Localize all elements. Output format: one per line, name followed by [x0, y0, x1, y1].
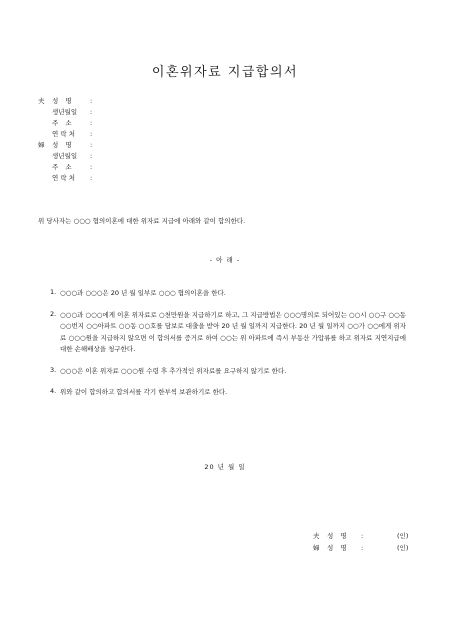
item-number: 2. — [50, 309, 57, 318]
signature-block — [313, 530, 417, 554]
item-text: ○○○과 ○○○은 20 년 월 일부로 ○○○ 협의이혼을 한다. — [60, 289, 226, 297]
signature-role: 婦 — [313, 544, 320, 552]
party-role: 夫 — [38, 97, 45, 105]
intro-statement: 위 당사자는 ○○○ 협의이혼에 대한 위자료 지급에 아래와 같이 합의한다. — [38, 217, 246, 225]
party-role: 婦 — [38, 141, 45, 149]
item-number: 1. — [50, 288, 57, 296]
party-row — [38, 140, 96, 151]
party-field-label: 성 명 — [52, 97, 75, 105]
field-colon: : — [90, 108, 93, 116]
party-role — [38, 118, 52, 129]
field-colon: : — [90, 97, 93, 105]
party-role — [38, 151, 52, 162]
agreement-item — [50, 387, 406, 399]
agreement-item — [50, 310, 406, 356]
item-number: 4. — [50, 387, 57, 395]
seal-mark: (인) — [397, 532, 409, 540]
party-field-label: 주 소 — [52, 119, 75, 127]
agreement-item — [50, 288, 406, 300]
party-field-label: 주 소 — [52, 163, 75, 171]
field-colon: : — [90, 174, 93, 182]
field-colon: : — [90, 152, 93, 160]
document-title: 이혼위자료 지급합의서 — [151, 65, 299, 80]
field-colon: : — [361, 544, 364, 552]
signature-row — [313, 530, 417, 542]
party-field-label: 생년월일 — [52, 108, 78, 116]
field-colon: : — [90, 130, 93, 138]
agreement-item — [50, 366, 406, 378]
party-role — [38, 129, 52, 140]
party-field-label: 생년월일 — [52, 152, 78, 160]
party-row — [38, 118, 96, 129]
party-info-block — [38, 96, 96, 184]
party-row — [38, 151, 96, 162]
party-row — [38, 129, 96, 140]
item-text: 위와 같이 합의하고 합의서를 각기 한부씩 보관하기로 한다. — [60, 388, 228, 396]
signature-label: 성 명 — [327, 532, 350, 540]
field-colon: : — [361, 532, 364, 540]
party-row — [38, 96, 96, 107]
item-text: ○○○은 이혼 위자료 ○○○원 수령 후 추가적인 위자료를 요구하지 않기로 한다. — [60, 366, 287, 375]
field-colon: : — [90, 141, 93, 149]
signature-label: 성 명 — [327, 544, 350, 552]
party-field-label: 연 락 처 — [52, 174, 75, 182]
seal-mark: (인) — [397, 544, 409, 552]
signature-row — [313, 542, 417, 554]
signature-role: 夫 — [313, 532, 320, 540]
party-row — [38, 173, 96, 184]
party-row — [38, 107, 96, 118]
item-number: 3. — [50, 365, 57, 374]
party-role — [38, 173, 52, 184]
field-colon: : — [90, 163, 93, 171]
agreement-items — [50, 288, 406, 409]
signing-date: 20 년 월 일 — [204, 463, 246, 471]
item-text: ○○○과 ○○○에게 이혼 위자료로 ○천만원을 지급하기로 하고, 그 지급방법은 ○○○명의로 되어있는 ○○시 ○○구 ○○동 ○○번지 ○○아파트 ○○동 ○○호를 담보로 대출을 받아 20 년 월 일까지 지급한다. 20 년 월 일까지 ○○가 ○○에게 위자료 ○○○원을 지급하지 않으면 이 합의서를 증거로 하여 ○○는 위 아파트에 즉시 부동산 가압류를 하고 위자료 지연지급에 대한 손해배상을 청구한다. — [60, 310, 406, 353]
party-field-label: 연 락 처 — [52, 130, 75, 138]
party-field-label: 성 명 — [52, 141, 75, 149]
field-colon: : — [90, 119, 93, 127]
party-role — [38, 162, 52, 173]
party-row — [38, 162, 96, 173]
party-role — [38, 107, 52, 118]
section-heading: - 아 래 - — [209, 256, 241, 264]
